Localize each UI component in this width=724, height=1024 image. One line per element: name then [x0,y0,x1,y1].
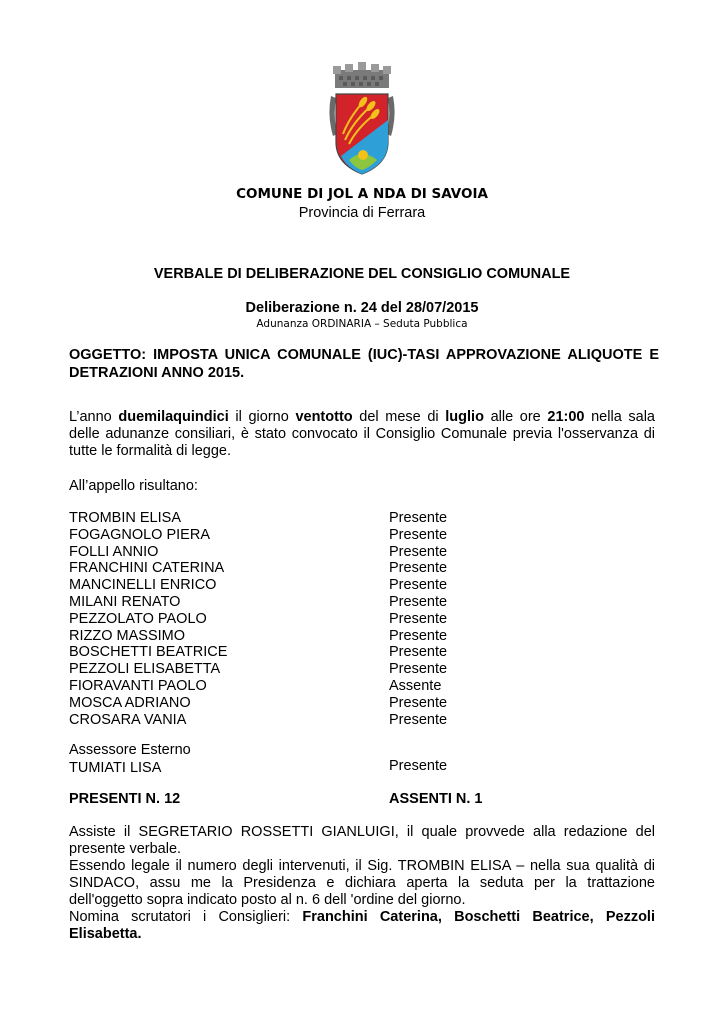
attendance-row [69,628,469,645]
oggetto-line-2: DETRAZIONI ANNO 2015. [69,365,245,381]
member-status: Presente [389,543,448,560]
assessore-name: TUMIATI LISA [69,760,162,776]
document-type: VERBALE DI DELIBERAZIONE DEL CONSIGLIO COMUNALE [153,266,571,282]
member-status: Presente [389,644,448,661]
attendance-row [69,577,469,594]
attendance-row [69,661,469,678]
oggetto [69,346,659,382]
intro-text: L’anno [69,409,119,425]
intro-text: alle ore [483,409,548,425]
closing-line: Assiste il SEGRETARIO ROSSETTI GIANLUIGI, il quale provvede alla redazione del [69,824,655,840]
member-name: TROMBIN ELISA [69,510,181,526]
member-name: MOSCA ADRIANO [69,694,191,711]
presenti-total: PRESENTI N. 12 [69,791,181,807]
member-status: Presente [389,526,448,543]
attendance-row [69,544,469,561]
member-name: PEZZOLI ELISABETTA [69,661,221,678]
appello-label: All’appello risultano: [69,478,198,494]
member-status: Presente [389,610,448,627]
attendance-row [69,712,469,729]
intro-paragraph [69,409,655,460]
closing-paragraph [69,824,655,943]
member-status: Presente [389,593,448,610]
intro-anno: duemilaquindici [118,409,229,425]
attendance-row [69,594,469,611]
attendance-row [69,678,469,695]
member-name: PEZZOLATO PAOLO [69,610,207,627]
attendance-row [69,611,469,628]
member-name: FOLLI ANNIO [69,543,159,560]
member-status: Presente [389,694,448,711]
member-name: RIZZO MASSIMO [69,627,185,644]
member-name: FIORAVANTI PAOLO [69,677,207,694]
attendance-row [69,695,469,712]
member-status: Presente [389,661,448,678]
member-status: Presente [389,560,448,577]
closing-line: Essendo legale il numero degli intervenuti, il Sig. TROMBIN ELISA – nella sua qualità di [69,858,655,874]
attendance-list [69,510,469,728]
scrutatori-names-end: Elisabetta. [69,926,142,942]
assessore-title: Assessore Esterno [69,742,191,758]
member-status: Presente [389,577,448,594]
member-status: Assente [389,677,442,694]
oggetto-line-1: OGGETTO: IMPOSTA UNICA COMUNALE (IUC)-TASI APPROVAZIONE ALIQUOTE E [69,347,659,363]
mural-crown-icon [333,62,391,88]
member-status: Presente [389,510,448,526]
member-name: MILANI RENATO [69,593,181,610]
assenti-total: ASSENTI N. 1 [389,791,483,807]
intro-text: il giorno [228,409,296,425]
closing-line: dell'oggetto sopra indicato posto al n. 6 dell 'ordine del giorno. [69,892,466,908]
member-name: FOGAGNOLO PIERA [69,526,210,543]
member-status: Presente [389,627,448,644]
adunanza-type: Adunanza ORDINARIA – Seduta Pubblica [256,318,468,330]
intro-giorno: ventotto [295,409,353,425]
closing-line [69,909,655,926]
provincia: Provincia di Ferrara [298,205,426,221]
comune-title: COMUNE DI JOL A NDA DI SAVOIA [236,186,488,202]
member-name: FRANCHINI CATERINA [69,560,225,577]
intro-ora: 21:00 [547,409,585,425]
member-name: CROSARA VANIA [69,711,187,728]
intro-mese: luglio [445,409,484,425]
assessore-status: Presente [389,758,448,774]
attendance-row [69,560,469,577]
deliberazione-number: Deliberazione n. 24 del 28/07/2015 [245,300,479,316]
scrutatori-names: Franchini Caterina, Boschetti Beatrice, Pezzoli [302,909,655,925]
member-status: Presente [389,711,448,728]
attendance-row [69,510,469,527]
closing-line: presente verbale. [69,841,182,857]
municipal-coat-of-arms [327,56,397,178]
attendance-row [69,644,469,661]
scrutatori-label: Nomina scrutatori i Consiglieri: [69,909,303,925]
member-name: BOSCHETTI BEATRICE [69,644,228,661]
member-name: MANCINELLI ENRICO [69,577,217,594]
intro-text: nella sala delle adunanze consiliari, è stato convocato il Consiglio Comunale previa l'osservanza di tutte le formalità di legge. [69,409,655,459]
attendance-row [69,527,469,544]
closing-line: SINDACO, assu me la Presidenza e dichiara aperta la seduta per la trattazione [69,875,655,891]
intro-text: del mese di [352,409,446,425]
